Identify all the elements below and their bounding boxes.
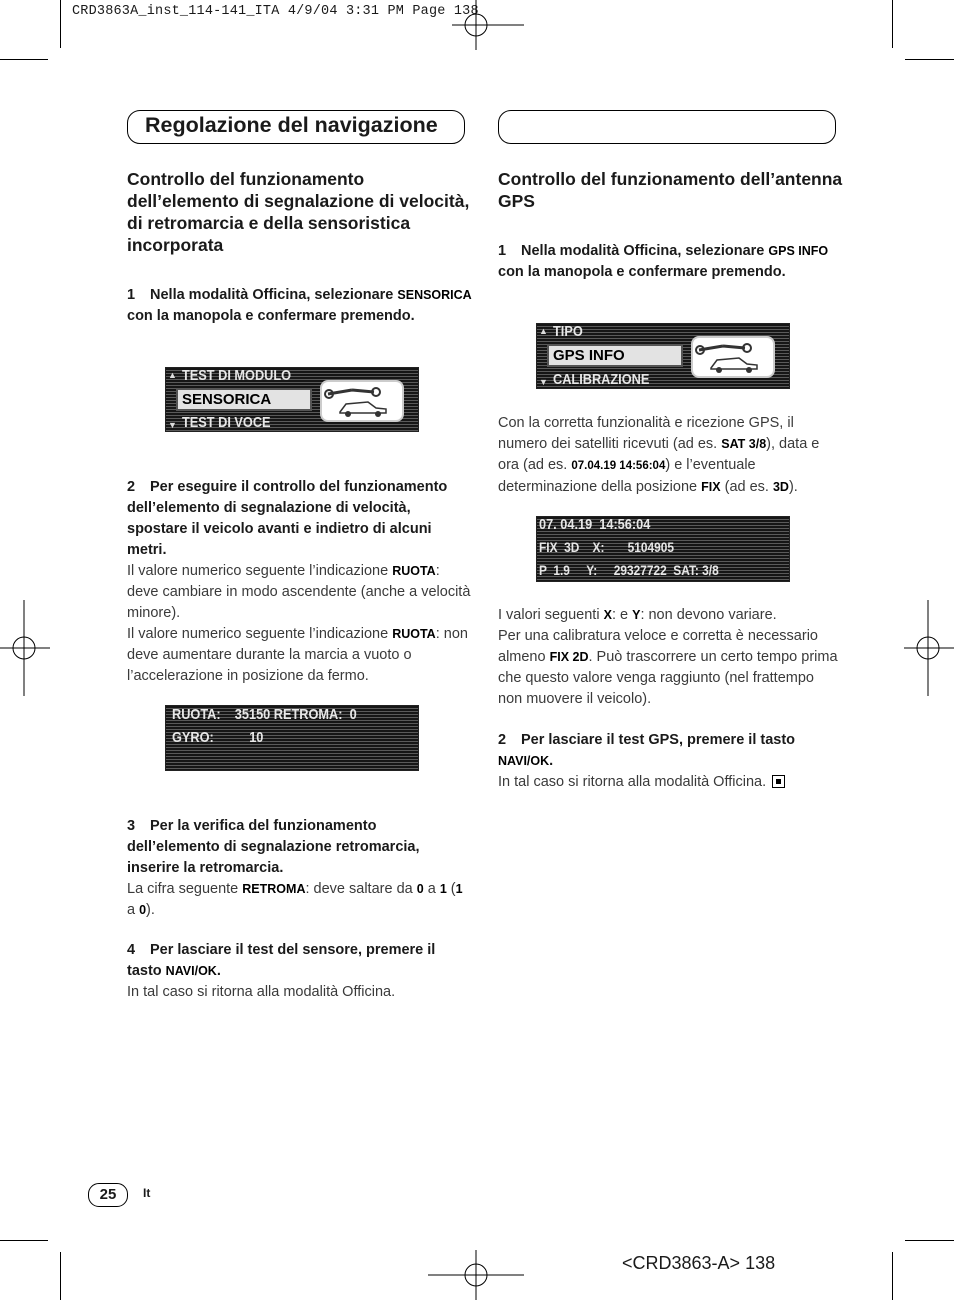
registration-mark-right [904,600,954,696]
language-label: It [143,1186,151,1200]
body-text: ). [788,479,798,495]
body-text: La cifra seguente [127,881,243,897]
left-step-1 [127,285,472,327]
body-text: ), data e ora (ad es. [498,436,820,473]
body-text: In tal caso si ritorna alla modalità Officina. [127,984,396,1000]
crop-mark [0,59,48,60]
right-heading: Controllo del funzionamento dell’antenna GPS [498,169,843,211]
body-text: : deve cambiare in modo ascendente (anche a velocità minore). [127,563,471,621]
lcd-menu-bottom: CALIBRAZIONE [553,371,650,388]
body-text: Con la corretta funzionalità e ricezione GPS, il numero dei satelliti ricevuti (ad es. [498,415,794,452]
key-term: SAT 3/8 [721,437,767,451]
key-term: RETROMA [242,882,306,896]
key-term: SENSORICA [397,288,472,302]
lcd-line-1: RUOTA: 35150 RETROMA: 0 [172,706,357,723]
key-term: 0 [139,903,147,917]
lcd-display-gps-menu [536,323,790,389]
lcd-display-sensor-menu [165,367,419,432]
right-heading-block [498,168,843,212]
body-text: (ad es. [720,479,773,495]
key-term: 0 [416,882,424,896]
body-text: : non deve aumentare durante la marcia a vuoto o l’accelerazione in posizione da fermo. [127,626,468,684]
lcd-line-2: GYRO: 10 [172,729,264,746]
key-term: X [603,608,612,622]
key-term: 1 [455,882,463,896]
lcd-line-1: 07. 04.19 14:56:04 [539,516,651,533]
right-step-2 [498,730,838,793]
left-step-4 [127,940,472,1003]
step-text: con la manopola e confermare premendo. [498,264,786,280]
crop-mark [905,59,954,60]
body-text: : non devono variare. [640,607,777,623]
lcd-display-sensor-values [165,705,419,771]
step-text: con la manopola e confermare premendo. [127,308,415,324]
right-paragraph-1 [498,413,838,498]
down-arrow-icon: ▼ [168,420,177,430]
page-number-badge [88,1183,128,1207]
left-step-2 [127,477,472,687]
step-text: . [216,963,221,979]
crop-mark [0,1240,48,1241]
body-text: ). [146,902,155,918]
registration-mark-bottom [428,1250,524,1300]
section-title-box [127,110,465,144]
key-term: 3D [772,480,789,494]
crop-mark [905,1240,954,1241]
body-text: ) e l’eventuale determinazione della posizione [498,457,756,495]
body-text: I valori seguenti [498,607,604,623]
left-step-3 [127,816,472,921]
lcd-line-3: P 1.9 Y: 29327722 SAT: 3/8 [539,562,719,578]
right-paragraph-2 [498,605,838,710]
lcd-display-gps-values [536,516,790,582]
body-text: ( [446,881,456,897]
step-text: Per lasciare il test del sensore, premere il tasto [127,942,436,979]
body-text: Il valore numerico seguente l’indicazione [127,563,393,579]
step-number: 1 [498,243,507,259]
body-text: : deve saltare da [305,881,417,897]
step-text: Nella modalità Officina, selezionare [150,287,398,303]
section-title-box-empty [498,110,836,144]
crop-mark [892,0,893,48]
wrench-car-icon [320,380,404,422]
lcd-menu-selected: SENSORICA [176,388,312,411]
step-text: . [549,753,554,769]
lcd-menu-selected: GPS INFO [547,344,683,367]
step-text: Nella modalità Officina, selezionare [521,243,769,259]
left-column [127,168,472,256]
step-number: 2 [127,479,136,495]
key-term: 1 [439,882,447,896]
down-arrow-icon: ▼ [539,377,548,387]
step-text: Per eseguire il controllo del funzionamento dell’elemento di segnalazione di velocità, spostare il veicolo avanti e indietro di alcuni metri. [127,479,448,558]
crop-mark [60,0,61,48]
section-title: Regolazione del navigazione [145,113,438,137]
body-text: a [423,881,440,897]
end-of-section-icon [772,775,785,788]
body-text: Per una calibratura veloce e corretta è necessario almeno [498,628,818,665]
body-text: Il valore numerico seguente l’indicazione [127,626,393,642]
step-number: 2 [498,732,507,748]
body-text: In tal caso si ritorna alla modalità Officina. [498,774,767,790]
key-term: NAVI/OK [165,964,217,978]
wrench-car-icon [691,336,775,378]
crop-mark [892,1252,893,1300]
up-arrow-icon: ▲ [539,326,548,336]
lcd-menu-top: TIPO [553,323,583,340]
body-text: a [127,902,140,918]
key-term: 07.04.19 14:56:04 [571,460,666,472]
page-number: 25 [99,1186,117,1203]
lcd-menu-top: TEST DI MODULO [182,367,292,384]
lcd-menu-bottom: TEST DI VOCE [182,414,271,431]
crop-mark [60,1252,61,1300]
lcd-line-2: FIX 3D X: 5104905 [539,539,674,555]
registration-mark-top [452,0,524,50]
step-number: 3 [127,818,136,834]
document-code: <CRD3863-A> 138 [622,1253,776,1273]
step-number: 1 [127,287,136,303]
step-text: Per la verifica del funzionamento dell’elemento di segnalazione retromarcia, inserire la retromarcia. [127,818,420,876]
up-arrow-icon: ▲ [168,370,177,380]
key-term: Y [632,608,641,622]
registration-mark-left [0,600,50,696]
step-text: Per lasciare il test GPS, premere il tasto [521,732,796,748]
key-term: FIX 2D [549,650,589,664]
print-header: CRD3863A_inst_114-141_ITA 4/9/04 3:31 PM Page 138 [72,4,479,19]
key-term: RUOTA [392,627,436,641]
key-term: GPS INFO [768,244,829,258]
key-term: RUOTA [392,564,436,578]
right-step-1 [498,241,843,283]
body-text: : e [611,607,633,623]
step-number: 4 [127,942,136,958]
key-term: NAVI/OK [498,754,550,768]
key-term: FIX [701,480,721,494]
left-heading: Controllo del funzionamento dell’elemento di segnalazione di velocità, di retromarcia e della sensoristica incorporata [127,169,470,255]
body-text: . Può trascorrere un certo tempo prima che questo valore venga raggiunto (nel frattempo non muovere il veicolo). [498,649,838,707]
